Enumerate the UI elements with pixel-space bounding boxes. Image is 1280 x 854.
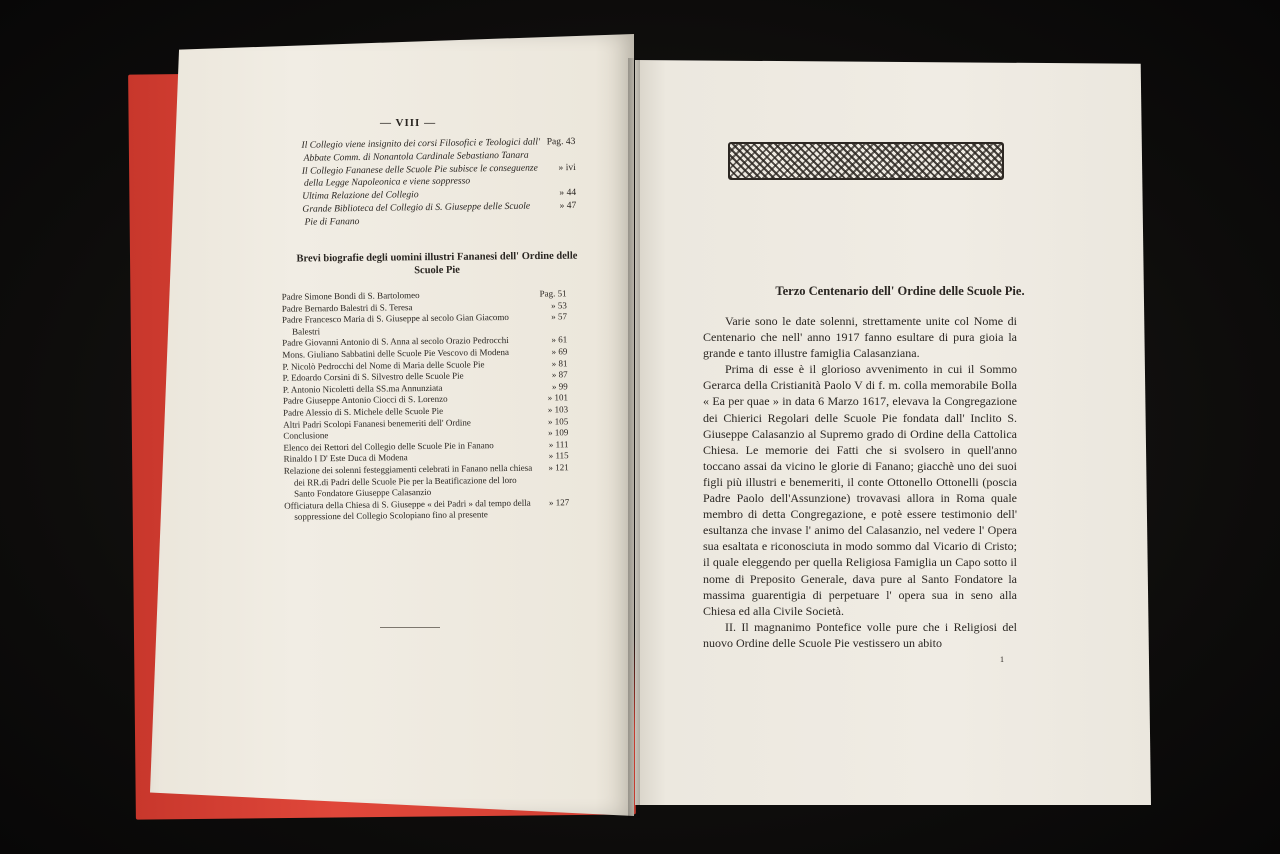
toc-entry-page: » 99 bbox=[551, 381, 568, 392]
body-paragraph: Prima di esse è il glorioso avvenimento in cui il Sommo Gerarca della Cristianità Paolo V di f. m. colla memorabile Bolla « Ea per quae » in data 6 Marzo 1617, elevava la Congregazione dei Chierici Regolari delle Scuole Pie fondata dall' Inclito S. Giuseppe Calasanzio al Supremo grado di Ordine della Cattolica Chiesa. Le memorie dei Fatti che si svolsero in quell'anno toccano assai da vicino le glorie di Fanano; giacchè uno dei suoi figli più illustri e benemeriti, il conte Ottonello Ottonelli (poscia Padre Paolo dell'Assunzione) trovavasi allora in Roma quale membro di detta Congregazione, e potè essere testimonio dell' esultanza che invase l' animo del Calasanzio, nel vedere l' Opera sua esaltata e riconosciuta in modo sommo dal Vicario di Cristo; il quale eleggendo per quella Religiosa Famiglia un Capo sotto il nome di Preposito Generale, dava pure al Santo Fondatore la massima guarentigia di perpetuare l' opera sua in seno alla Chiesa ed alla Civile Società. bbox=[703, 362, 1017, 618]
toc-entry-page: » 103 bbox=[547, 404, 569, 415]
toc-entry-page: » 57 bbox=[551, 311, 567, 322]
toc-entry-title: Rinaldo I D' Este Duca di Modena bbox=[283, 452, 408, 465]
toc-entry-title: Mons. Giuliano Sabbatini delle Scuole Pie Vescovo di Modena bbox=[282, 346, 509, 360]
toc-entry-title: Padre Alessio di S. Michele delle Scuole Pie bbox=[283, 405, 444, 418]
toc-entry bbox=[284, 497, 569, 524]
folio-number: 1 bbox=[1000, 655, 1004, 664]
toc-entry-title: Elenco dei Rettori del Collegio delle Scuole Pie in Fanano bbox=[283, 439, 494, 453]
toc-entry-page: » 109 bbox=[548, 427, 569, 438]
bio-list bbox=[282, 288, 570, 523]
toc-entry-page: » 121 bbox=[548, 462, 569, 473]
body-paragraph: II. Il magnanimo Pontefice volle pure che i Religiosi del nuovo Ordine delle Scuole Pie vestissero un abito bbox=[703, 619, 1017, 650]
toc-top-section bbox=[285, 136, 576, 230]
chapter-title: Terzo Centenario dell' Ordine delle Scuole Pie. bbox=[775, 284, 1025, 298]
toc-entry-page: » 81 bbox=[551, 357, 568, 369]
toc-entry-page: » 105 bbox=[547, 415, 569, 427]
toc-entry-page: » 53 bbox=[550, 299, 567, 311]
toc-entry-page: » 111 bbox=[548, 438, 569, 450]
toc-entry-page: Pag. 51 bbox=[539, 288, 567, 299]
toc-entry-title: Officiatura della Chiesa di S. Giuseppe « dei Padri » dal tempo della soppressione del Collegio Scolopiano fino al presente bbox=[284, 497, 531, 522]
toc-entry-title: Padre Francesco Maria di S. Giuseppe al secolo Gian Giacomo Balestri bbox=[281, 312, 509, 337]
body-text bbox=[703, 313, 1017, 651]
left-page-number: — VIII — bbox=[380, 117, 437, 129]
toc-entry-page: » 44 bbox=[559, 187, 577, 199]
toc-entry-page: » 115 bbox=[548, 450, 569, 461]
toc-entry-title: P. Edoardo Corsini di S. Silvestro delle Scuole Pie bbox=[282, 370, 464, 383]
toc-entry-title: Conclusione bbox=[283, 430, 329, 441]
toc-entry-page: » 87 bbox=[551, 369, 568, 380]
toc-entry-title: Padre Bernardo Balestri di S. Teresa bbox=[281, 301, 413, 314]
toc-entry-page: » 127 bbox=[548, 496, 570, 508]
toc-entry-page: » ivi bbox=[558, 161, 576, 173]
toc-entry-title: Il Collegio viene insignito dei corsi Filosofici e Teologici dall' Abbate Comm. di Nonantola Cardinale Sebastiano Tanara bbox=[301, 136, 541, 164]
floral-ornament-icon bbox=[728, 142, 1004, 180]
toc-entry-title: Altri Padri Scolopi Fananesi benemeriti dell' Ordine bbox=[283, 416, 471, 430]
toc-entry bbox=[284, 462, 569, 500]
body-paragraph: Varie sono le date solenni, strettamente unite col Nome di Centenario che nell' anno 1917 fanno esultare di pura gioia la grande e tanto illustre famiglia Calasanziana. bbox=[703, 314, 1017, 361]
toc-entry-title: Padre Simone Bondi di S. Bartolomeo bbox=[281, 290, 420, 302]
toc-entry bbox=[286, 162, 576, 192]
toc-entry-page: Pag. 43 bbox=[546, 135, 576, 148]
toc-entry-page: » 47 bbox=[559, 199, 577, 212]
toc-entry-title: Grande Biblioteca del Collegio di S. Giuseppe delle Scuole Pie di Fanano bbox=[302, 200, 531, 228]
toc-entry-page: » 101 bbox=[547, 392, 568, 403]
toc-entry-title: Il Collegio Fananese delle Scuole Pie subisce le conseguenze della Legge Napoleonica e viene soppresso bbox=[301, 162, 538, 190]
toc-entry-title: P. Antonio Nicoletti della SS.ma Annunziata bbox=[282, 382, 443, 395]
toc-entry-page: » 61 bbox=[551, 334, 568, 345]
closing-rule bbox=[380, 627, 440, 628]
toc-entry-page: » 69 bbox=[551, 346, 568, 357]
toc-entry-title: Padre Giuseppe Antonio Ciocci di S. Lorenzo bbox=[282, 394, 448, 407]
toc-entry bbox=[286, 200, 576, 230]
bio-heading: Brevi biografie degli uomini illustri Fananesi dell' Ordine delle Scuole Pie bbox=[296, 250, 578, 277]
toc-entry bbox=[282, 311, 567, 338]
toc-entry-title: P. Nicolò Pedrocchi del Nome di Maria delle Scuole Pie bbox=[282, 358, 485, 372]
toc-entry-title: Padre Giovanni Antonio di S. Anna al secolo Orazio Pedrocchi bbox=[282, 335, 509, 349]
book-gutter bbox=[628, 58, 640, 818]
toc-entry-title: Relazione dei solenni festeggiamenti celebrati in Fanano nella chiesa dei RR.di Padri delle Scuole Pie per la Beatificazione del loro Santo Fondatore Giuseppe Calasanzio bbox=[283, 462, 533, 499]
toc-entry-title: Ultima Relazione del Collegio bbox=[302, 189, 419, 202]
